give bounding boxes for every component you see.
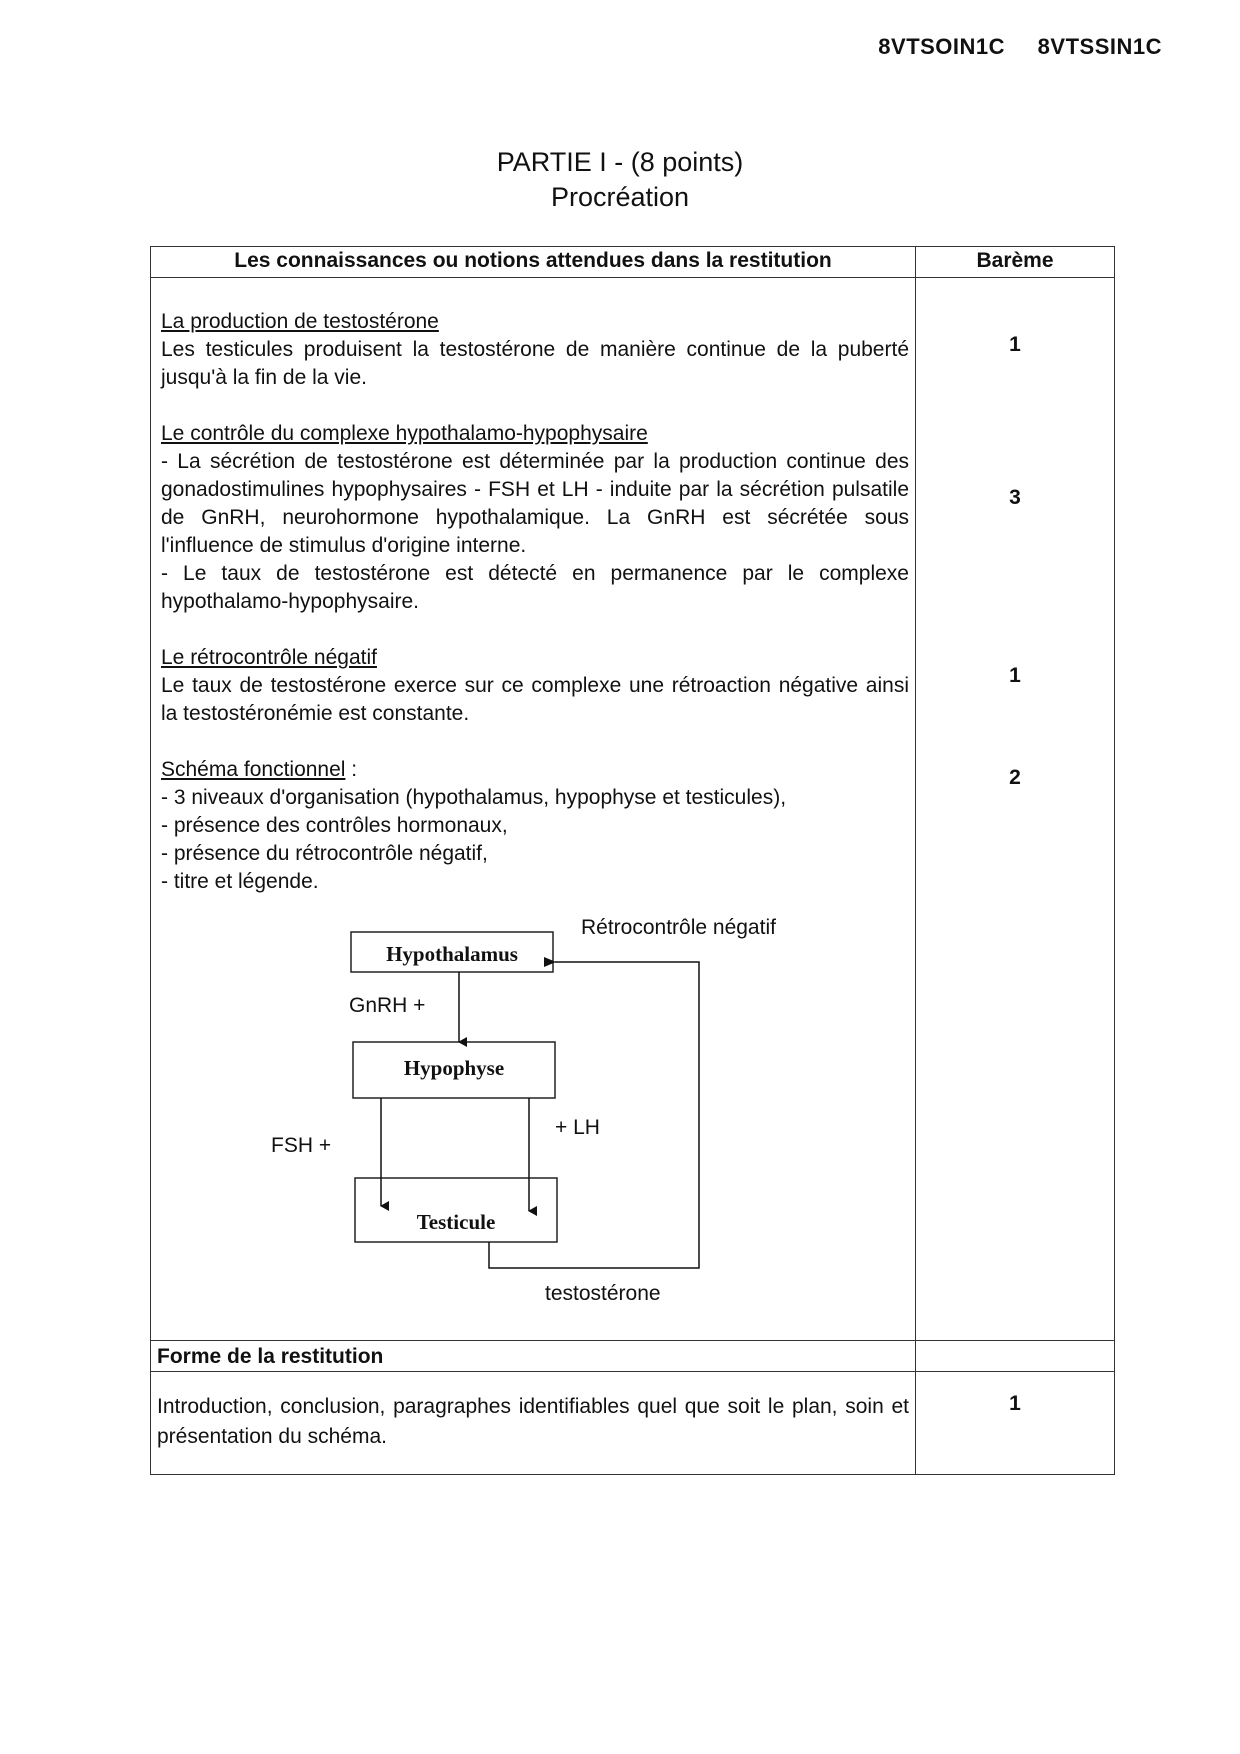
- forme-header: Forme de la restitution: [151, 1341, 916, 1372]
- section-text: - présence des contrôles hormonaux,: [161, 814, 508, 837]
- testosterone-label: testostérone: [545, 1282, 661, 1305]
- score-value: 3: [1009, 486, 1021, 509]
- section-text: - La sécrétion de testostérone est déterminée par la production continue des gonadostimulines hypophysaires - FSH et LH - induite par la sécrétion pulsatile de GnRH, neurohormone hypothalamique. La GnRH est sécrétée sous l'influence de stimulus d'origine interne.: [161, 450, 909, 557]
- section-controle: [161, 420, 909, 616]
- exam-codes: [852, 34, 1162, 60]
- section-title: Le contrôle du complexe hypothalamo-hypophysaire: [161, 422, 648, 445]
- forme-text: Introduction, conclusion, paragraphes identifiables quel que soit le plan, soin et présentation du schéma.: [151, 1372, 916, 1475]
- forme-row: [151, 1372, 1115, 1475]
- knowledge-cell: [151, 278, 916, 1341]
- knowledge-column-header: Les connaissances ou notions attendues dans la restitution: [151, 247, 916, 278]
- score-value: 1: [1009, 333, 1021, 356]
- lh-label: + LH: [555, 1116, 600, 1139]
- section-schema: [161, 756, 909, 896]
- forme-score: 1: [916, 1372, 1115, 1475]
- score-value: 1: [1009, 664, 1021, 687]
- page-title: [0, 145, 1240, 215]
- retrocontrole-label: Rétrocontrôle négatif: [581, 916, 776, 939]
- table-header-row: [151, 247, 1115, 278]
- grading-table: [150, 246, 1115, 1475]
- section-title-wrap: [161, 756, 909, 784]
- part-title: PARTIE I - (8 points): [496, 147, 744, 177]
- fsh-label: FSH +: [271, 1134, 332, 1157]
- section-title: Le rétrocontrôle négatif: [161, 646, 377, 669]
- section-text: Le taux de testostérone exerce sur ce complexe une rétroaction négative ainsi la testostéronémie est constante.: [161, 674, 909, 725]
- section-text: - Le taux de testostérone est détecté en permanence par le complexe hypothalamo-hypophysaire.: [161, 562, 909, 613]
- hypophyse-label: Hypophyse: [403, 1056, 505, 1080]
- diagram-lines: [161, 906, 921, 1326]
- section-text: - présence du rétrocontrôle négatif,: [161, 842, 488, 865]
- knowledge-row: [151, 278, 1115, 1341]
- section-title: La production de testostérone: [161, 310, 439, 333]
- forme-header-row: [151, 1341, 1115, 1372]
- section-retrocontrole: [161, 644, 909, 728]
- section-text: Les testicules produisent la testostérone de manière continue de la puberté jusqu'à la fin de la vie.: [161, 338, 909, 389]
- part-subtitle: Procréation: [550, 182, 690, 212]
- gnrh-label: GnRH +: [349, 994, 426, 1017]
- score-column-header: Barème: [916, 247, 1115, 278]
- section-production: [161, 308, 909, 392]
- functional-diagram: [161, 906, 909, 1326]
- forme-header-score: [916, 1341, 1115, 1372]
- hypothalamus-label: Hypothalamus: [386, 942, 518, 966]
- section-text: - titre et légende.: [161, 870, 319, 893]
- section-text: - 3 niveaux d'organisation (hypothalamus, hypophyse et testicules),: [161, 786, 787, 809]
- exam-code-2: 8VTSSIN1C: [1037, 34, 1162, 59]
- section-title: Schéma fonctionnel: [161, 758, 346, 781]
- exam-code-1: 8VTSOIN1C: [878, 34, 1006, 59]
- score-value: 2: [1009, 766, 1021, 789]
- score-cell: [916, 278, 1115, 1341]
- testicule-label: Testicule: [416, 1210, 496, 1234]
- section-title-suffix: :: [345, 758, 358, 781]
